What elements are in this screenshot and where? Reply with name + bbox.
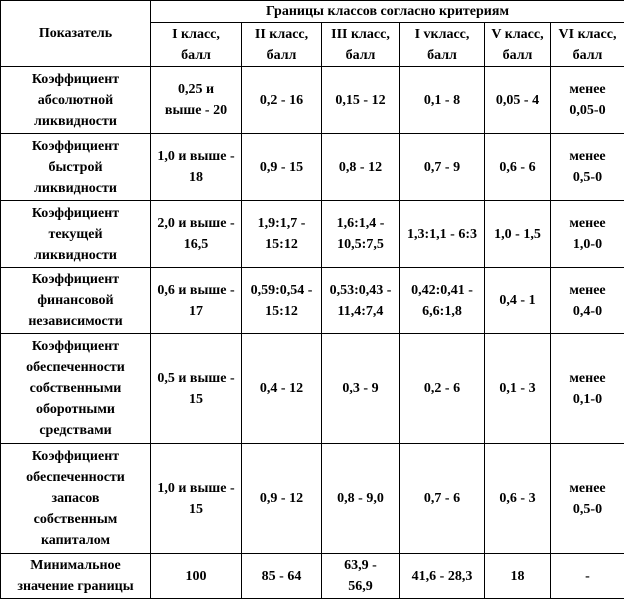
table-cell: 0,4 - 1 [485, 268, 551, 334]
table-cell: 0,53:0,43 - 11,4:7,4 [322, 268, 400, 334]
table-cell: 0,59:0,54 - 15:12 [242, 268, 322, 334]
table-cell: 1,9:1,7 - 15:12 [242, 201, 322, 268]
table-cell: 0,6 - 6 [485, 134, 551, 201]
class-header-3: III класс, балл [322, 23, 400, 67]
row-name: Коэффициент быстрой ликвидности [1, 134, 151, 201]
table-row [1, 334, 624, 444]
table-cell: 1,3:1,1 - 6:3 [400, 201, 485, 268]
table-cell: 0,8 - 9,0 [322, 444, 400, 554]
table-row [1, 554, 624, 599]
class-header-2: II класс, балл [242, 23, 322, 67]
table-cell: 0,25 и выше - 20 [151, 67, 242, 134]
class-header-1: I класс, балл [151, 23, 242, 67]
table-cell: 2,0 и выше - 16,5 [151, 201, 242, 268]
table-row [1, 444, 624, 554]
header-row-1 [1, 1, 624, 23]
table-row [1, 201, 624, 268]
table-cell: 0,7 - 6 [400, 444, 485, 554]
table-cell: 0,15 - 12 [322, 67, 400, 134]
table-cell: 0,8 - 12 [322, 134, 400, 201]
table-cell: 0,1 - 3 [485, 334, 551, 444]
table-cell: менее 0,1-0 [551, 334, 624, 444]
table-cell: 0,7 - 9 [400, 134, 485, 201]
table-cell: 0,3 - 9 [322, 334, 400, 444]
table-cell: 0,2 - 16 [242, 67, 322, 134]
table-cell: 0,05 - 4 [485, 67, 551, 134]
table-cell: 63,9 - 56,9 [322, 554, 400, 599]
table-cell: 85 - 64 [242, 554, 322, 599]
row-name: Коэффициент обеспеченности собственными оборотными средствами [1, 334, 151, 444]
table-cell: 0,9 - 15 [242, 134, 322, 201]
table-cell: 0,4 - 12 [242, 334, 322, 444]
table-cell: 18 [485, 554, 551, 599]
table-cell: 1,6:1,4 - 10,5:7,5 [322, 201, 400, 268]
table-cell: 0,2 - 6 [400, 334, 485, 444]
row-name: Коэффициент текущей ликвидности [1, 201, 151, 268]
table-cell: 0,42:0,41 - 6,6:1,8 [400, 268, 485, 334]
table-cell: менее 1,0-0 [551, 201, 624, 268]
table-cell: менее 0,4-0 [551, 268, 624, 334]
table-cell: 0,9 - 12 [242, 444, 322, 554]
table-cell: - [551, 554, 624, 599]
table-cell: 0,1 - 8 [400, 67, 485, 134]
row-name: Коэффициент абсолютной ликвидности [1, 67, 151, 134]
table-row [1, 134, 624, 201]
table-cell: 1,0 и выше - 15 [151, 444, 242, 554]
class-header-4: I vкласс, балл [400, 23, 485, 67]
table-cell: 0,6 и выше - 17 [151, 268, 242, 334]
table-cell: менее 0,5-0 [551, 134, 624, 201]
table-cell: 0,5 и выше - 15 [151, 334, 242, 444]
class-header-6: VI класс, балл [551, 23, 624, 67]
table-cell: менее 0,5-0 [551, 444, 624, 554]
class-boundaries-header: Границы классов согласно критериям [151, 1, 624, 23]
table-cell: 41,6 - 28,3 [400, 554, 485, 599]
row-name: Минимальное значение границы [1, 554, 151, 599]
table-cell: 100 [151, 554, 242, 599]
indicator-header: Показатель [1, 1, 151, 67]
table-body [1, 1, 624, 599]
row-name: Коэффициент финансовой независимости [1, 268, 151, 334]
table-row [1, 67, 624, 134]
table-cell: 1,0 и выше - 18 [151, 134, 242, 201]
table-cell: менее 0,05-0 [551, 67, 624, 134]
table-cell: 0,6 - 3 [485, 444, 551, 554]
class-header-5: V класс, балл [485, 23, 551, 67]
row-name: Коэффициент обеспеченности запасов собственным капиталом [1, 444, 151, 554]
table-cell: 1,0 - 1,5 [485, 201, 551, 268]
table-row [1, 268, 624, 334]
